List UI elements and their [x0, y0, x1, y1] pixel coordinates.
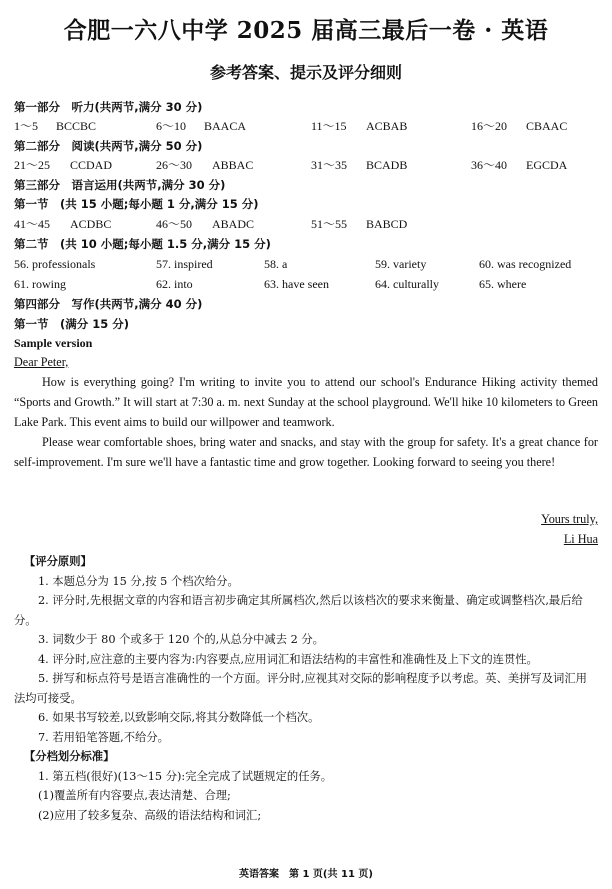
levels-heading: 【分档划分标准】	[24, 750, 115, 763]
answer-range: 41～45	[14, 217, 51, 231]
part4-section1-heading: 第一节 (满分 15 分)	[14, 317, 130, 331]
level-item: 1. 第五档(很好)(13～15 分):完全完成了试题规定的任务。	[38, 769, 333, 783]
cloze-answer: 59. variety	[375, 257, 427, 271]
sample-essay	[14, 352, 598, 472]
essay-paragraph-1: How is everything going? I'm writing to invite you to attend our school's Endurance Hiking activity themed “Sports and Growth.” It will start at 7:30 a. m. next Sunday at the school playground. We'll hike 10 kilometers to Green Lake Park. This event aims to build our willpower and teamwork.	[14, 375, 598, 429]
sample-label: Sample version	[14, 336, 93, 350]
answer-key: CBAAC	[526, 119, 568, 133]
answer-range: 51～55	[311, 217, 348, 231]
answer-key: CCDAD	[70, 158, 113, 172]
part4-heading: 第四部分 写作(共两节,满分 40 分)	[14, 297, 203, 311]
part3-heading: 第三部分 语言运用(共两节,满分 30 分)	[14, 178, 226, 192]
level-item: (1)覆盖所有内容要点,表达清楚、合理;	[38, 789, 231, 802]
essay-paragraph-2: Please wear comfortable shoes, bring water and snacks, and stay with the group for safety. It's a great chance for self-improvement. I'm sure we'll have a fantastic time and grow together. Looking forward to seeing you there!	[14, 435, 598, 469]
part3-section2-heading: 第二节 (共 10 小题;每小题 1.5 分,满分 15 分)	[14, 237, 271, 251]
grading-section	[14, 552, 598, 825]
answer-range: 6～10	[156, 119, 187, 133]
answer-range: 36～40	[471, 158, 508, 172]
page-subtitle: 参考答案、提示及评分细则	[209, 63, 402, 82]
cloze-answer: 64. culturally	[375, 277, 439, 291]
answer-range: 11～15	[311, 119, 347, 133]
cloze-answer: 60. was recognized	[479, 257, 572, 271]
salutation: Dear Peter,	[14, 355, 69, 369]
principle-item: 7. 若用铅笔答题,不给分。	[38, 730, 169, 744]
cloze-answer: 61. rowing	[14, 277, 66, 291]
cloze-answer: 58. a	[264, 257, 288, 271]
answer-key: BCADB	[366, 158, 408, 172]
answer-key: ACBAB	[366, 119, 408, 133]
answer-key: ABADC	[212, 217, 255, 231]
cloze-answer: 57. inspired	[156, 257, 213, 271]
answer-range: 31～35	[311, 158, 348, 172]
closing: Yours truly,	[541, 512, 598, 526]
answer-range: 26～30	[156, 158, 193, 172]
level-item: (2)应用了较多复杂、高级的语法结构和词汇;	[38, 808, 262, 822]
answer-range: 1～5	[14, 119, 39, 133]
principle-item: 5. 拼写和标点符号是语言准确性的一个方面。评分时,应视其对交际的影响程度予以考虑。英、美拼写及词汇用法均可接受。	[14, 672, 587, 705]
principles-heading: 【评分原则】	[24, 555, 92, 568]
principle-item: 6. 如果书写较差,以致影响交际,将其分数降低一个档次。	[38, 711, 320, 724]
answer-key: BAACA	[204, 119, 247, 133]
answer-key: BABCD	[366, 217, 408, 231]
part3-section1-heading: 第一节 (共 15 小题;每小题 1 分,满分 15 分)	[14, 197, 259, 211]
page-title: 合肥一六八中学 2025 届高三最后一卷 · 英语	[63, 17, 549, 44]
page-footer: 英语答案 第 1 页(共 11 页)	[239, 869, 373, 880]
signature: Li Hua	[563, 532, 598, 546]
part2-heading: 第二部分 阅读(共两节,满分 50 分)	[14, 139, 203, 153]
cloze-answer: 63. have seen	[264, 277, 329, 291]
part1-heading: 第一部分 听力(共两节,满分 30 分)	[14, 100, 203, 114]
cloze-answer: 56. professionals	[14, 257, 96, 271]
answer-range: 21～25	[14, 158, 51, 172]
cloze-answer: 62. into	[156, 277, 193, 291]
answer-range: 16～20	[471, 119, 508, 133]
principle-item: 4. 评分时,应注意的主要内容为:内容要点,应用词汇和语法结构的丰富性和准确性及上下文的连贯性。	[38, 652, 538, 666]
principle-item: 2. 评分时,先根据文章的内容和语言初步确定其所属档次,然后以该档次的要求来衡量、确定或调整档次,最后给分。	[14, 594, 583, 627]
answer-key: BCCBC	[56, 119, 97, 133]
answer-range: 46～50	[156, 217, 193, 231]
principle-item: 1. 本题总分为 15 分,按 5 个档次给分。	[38, 574, 239, 588]
answer-key: EGCDA	[526, 158, 568, 172]
answer-key: ACDBC	[70, 217, 112, 231]
cloze-answer: 65. where	[479, 277, 527, 291]
answer-key: ABBAC	[212, 158, 254, 172]
principle-item: 3. 词数少于 80 个或多于 120 个的,从总分中减去 2 分。	[38, 633, 324, 646]
